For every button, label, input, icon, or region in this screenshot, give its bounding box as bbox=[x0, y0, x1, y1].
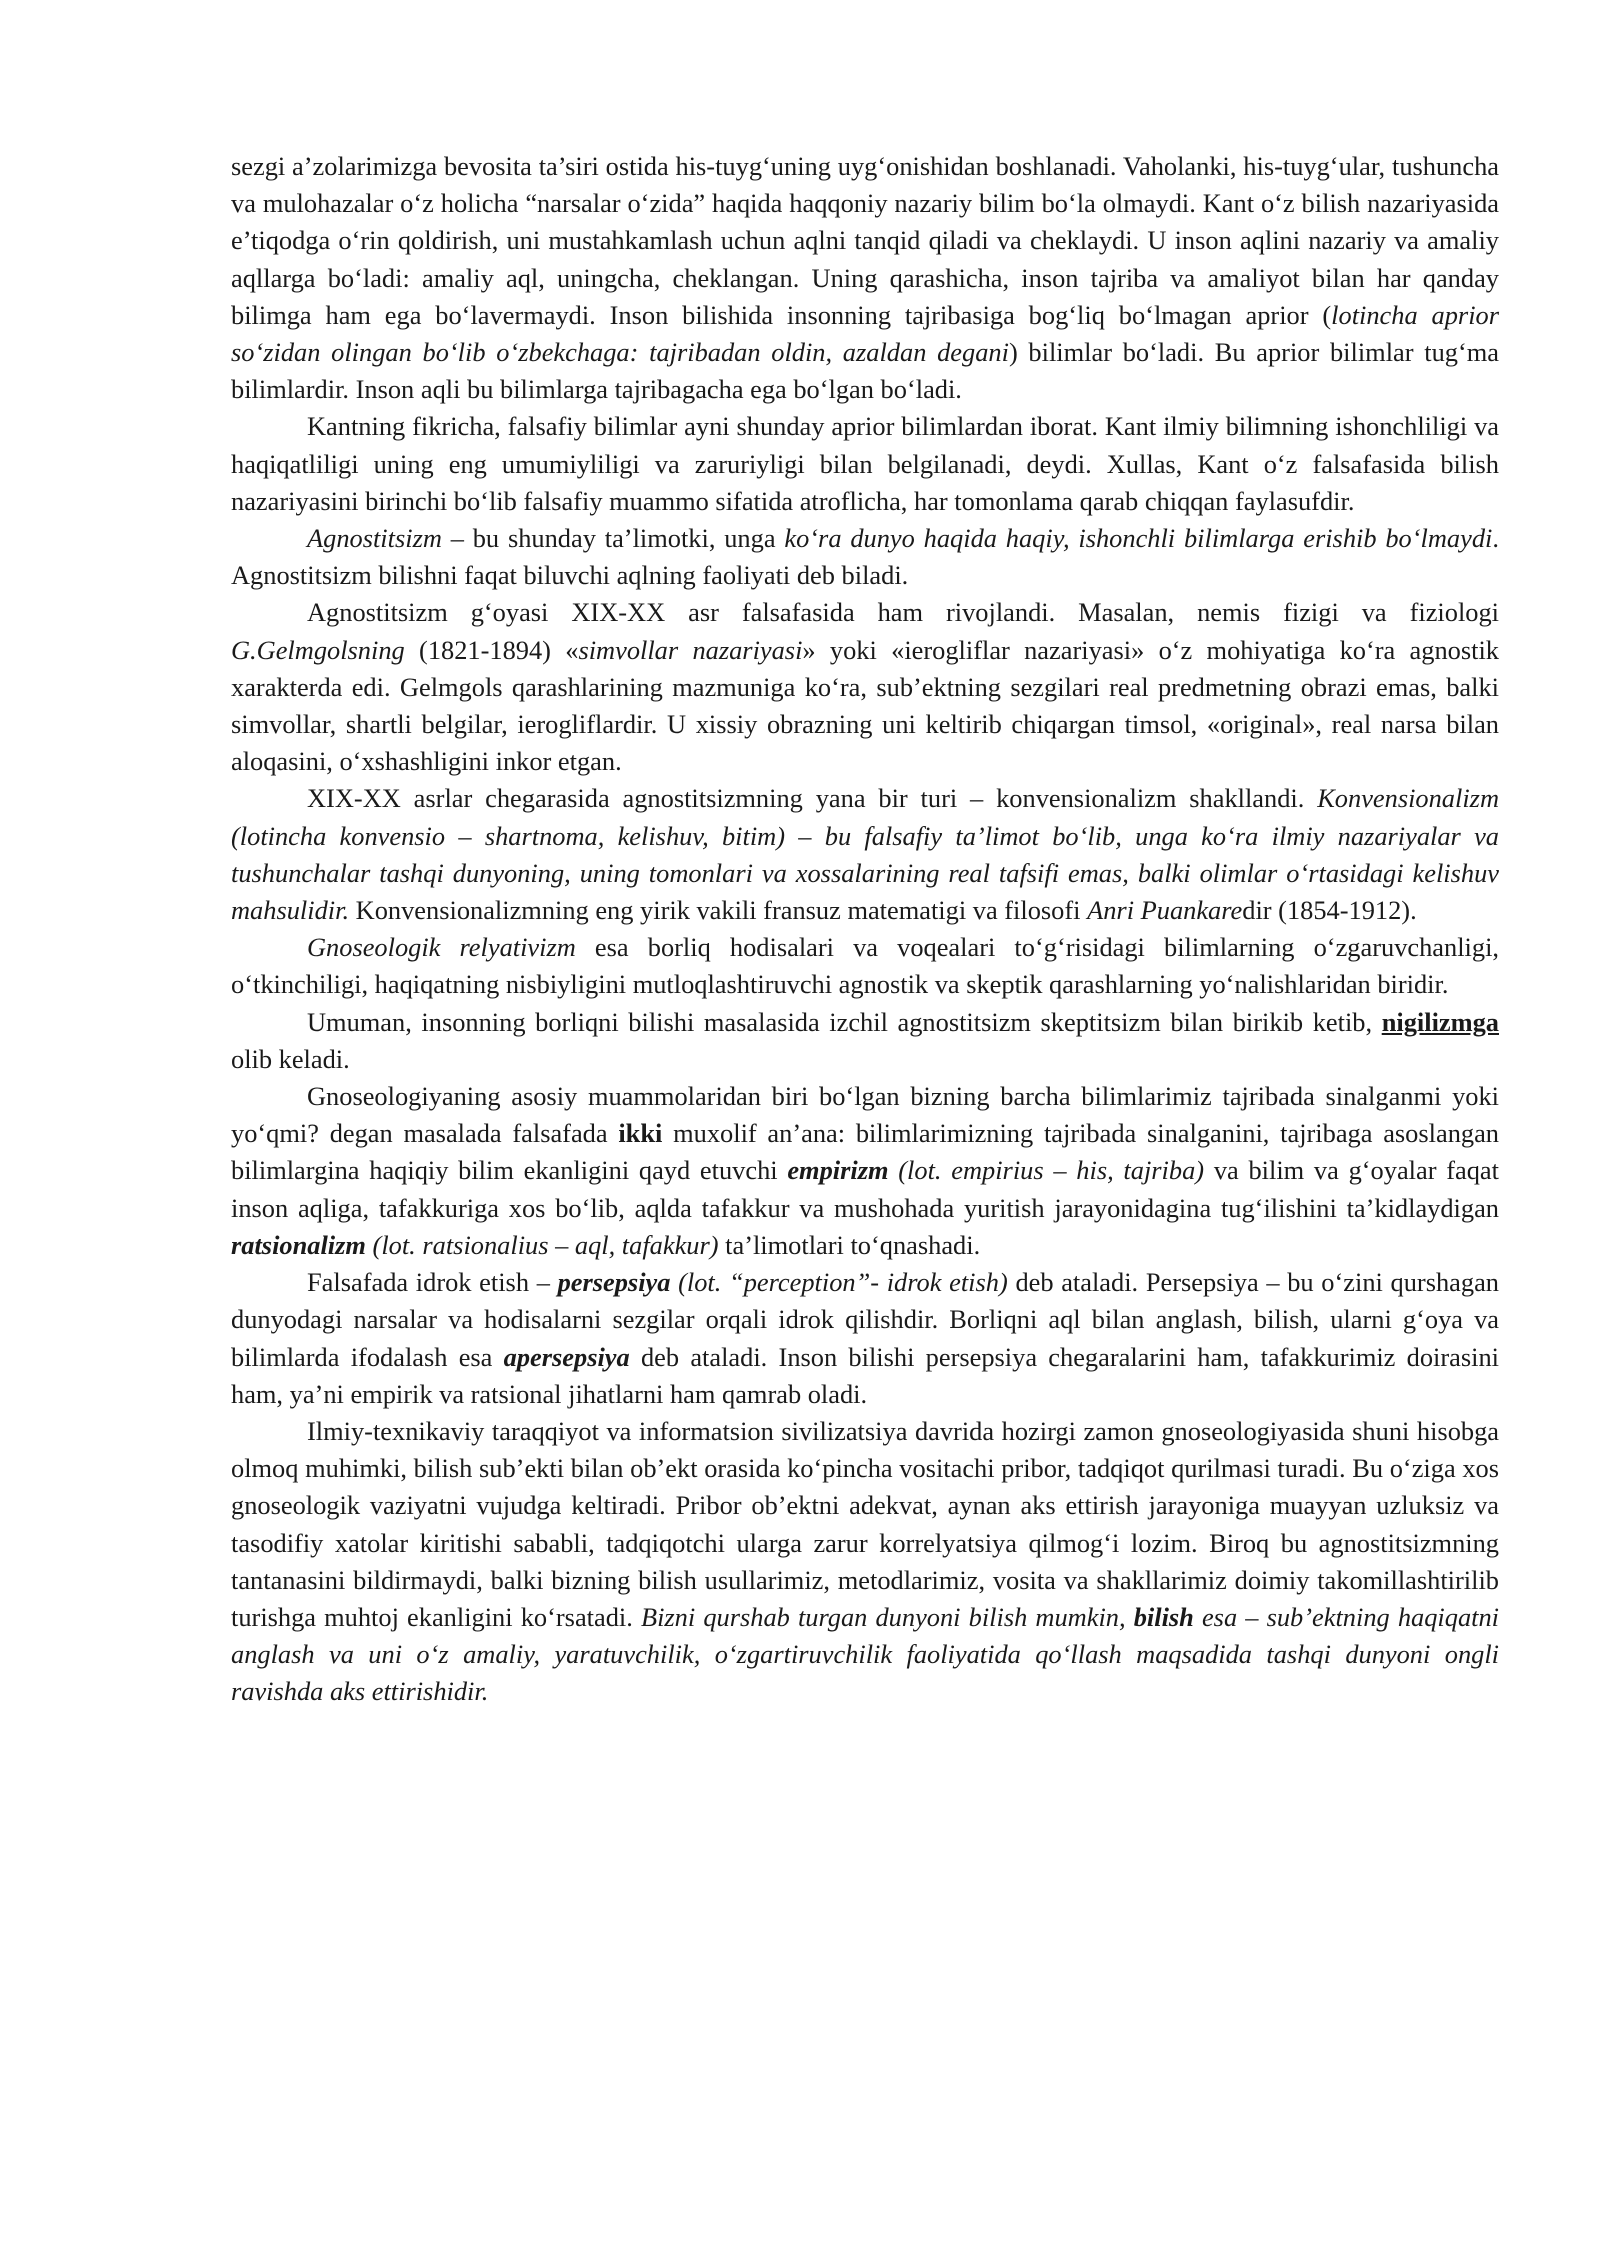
emphasized-text: Agnostitsizm bbox=[307, 523, 442, 554]
paragraph bbox=[231, 408, 1499, 520]
emphasized-text: persepsiya bbox=[557, 1267, 671, 1298]
text-run: Kantning fikricha, falsafiy bilimlar ayni shunday aprior bilimlardan iborat. Kant ilmiy bilimning ishonchliligi va haqiqatliligi uning eng umumiyliligi va zaruriyligi bilan belgilanadi, deydi. Xullas, Kant o‘z falsafasida bilish nazariyasini birinchi bo‘lib falsafiy muammo sifatida atroflicha, har tomonlama qarab chiqqan faylasufdir. bbox=[231, 411, 1499, 516]
paragraph bbox=[231, 148, 1499, 408]
emphasized-text: esa – sub’ektning haqiqatni anglash va uni o‘z amaliy, yaratuvchilik, o‘zgartiruvchilik faoliyatida qo‘llash maqsadida tashqi dunyoni ongli ravishda aks ettirishidir. bbox=[231, 1601, 1500, 1707]
emphasized-text: ko‘ra dunyo haqida haqiy, ishonchli bilimlarga erishib bo‘lmaydi bbox=[784, 523, 1493, 554]
text-run: olib keladi. bbox=[231, 1043, 350, 1074]
emphasized-text: Gnoseologik relyativizm bbox=[307, 932, 576, 963]
emphasized-text: ratsionalizm bbox=[231, 1229, 366, 1260]
paragraph bbox=[231, 929, 1499, 1003]
emphasized-text: (lot. ratsionalius – aql, tafakkur) bbox=[365, 1229, 719, 1260]
text-run: deb ataladi. Inson bilishi persepsiya chegaralarini ham, tafakkurimiz doirasini ham, ya’ni empirik va ratsional jihatlarni ham qamrab oladi. bbox=[231, 1341, 1500, 1409]
emphasized-text: empirizm bbox=[787, 1155, 889, 1186]
emphasized-text: lotincha aprior so‘zidan olingan bo‘lib o‘zbekchaga: tajribadan oldin, azaldan degani bbox=[231, 299, 1499, 368]
emphasized-text: G.Gelmgolsning bbox=[231, 634, 405, 665]
emphasized-text: (lot. empirius – his, tajriba) bbox=[898, 1155, 1205, 1186]
text-run: deb ataladi. Persepsiya – bu o‘zini qurshagan dunyodagi narsalar va hodisalarni sezgilar orqali idrok qilishdir. Borliqni aql bilan anglash, bilish, ularni g‘oya va bilimlarda ifodalash esa bbox=[231, 1267, 1499, 1372]
text-run: . Agnostitsizm bilishni faqat biluvchi aqlning faoliyati deb biladi. bbox=[231, 523, 1499, 591]
paragraph bbox=[231, 1004, 1499, 1078]
text-run: Gnoseologiyaning asosiy muammolaridan biri bo‘lgan bizning barcha bilimlarimiz tajribada sinalganmi yoki yo‘qmi? degan masalada falsafada bbox=[231, 1081, 1499, 1149]
paragraph bbox=[231, 520, 1499, 594]
emphasized-text bbox=[889, 1155, 899, 1185]
emphasized-text: Bizni qurshab turgan dunyoni bilish mumkin, bbox=[640, 1601, 1134, 1632]
text-run: (1821-1894) « bbox=[404, 634, 579, 665]
paragraph bbox=[231, 1413, 1499, 1711]
text-run: Ilmiy-texnikaviy taraqqiyot va informatsion sivilizatsiya davrida hozirgi zamon gnoseologiyasida shuni hisobga olmoq muhimki, bilish sub’ekti bilan ob’ekt orasida ko‘pincha vositachi pribor, tadqiqot qurilmasi turadi. Bu o‘ziga xos gnoseologik vaziyatni vujudga keltiradi. Pribor ob’ektni adekvat, aynan aks ettirish jarayoniga muayyan uzluksiz va tasodifiy xatolar kiritishi sababli, tadqiqotchi ularga zarur korrelyatsiya qilmog‘i lozim. Biroq bu agnostitsizmning tantanasini bildirmaydi, balki bizning bilish usullarimiz, metodlarimiz, vosita va shakllarimiz doimiy takomillashtirilib turishga muhtoj ekanligini ko‘rsatadi. bbox=[231, 1415, 1499, 1632]
text-run: – bu shunday ta’limotki, unga bbox=[441, 523, 785, 554]
emphasized-text: bilish bbox=[1133, 1601, 1194, 1632]
emphasized-text: nigilizmga bbox=[1381, 1006, 1499, 1037]
text-run: ta’limotlari to‘qnashadi. bbox=[718, 1229, 981, 1260]
text-run: Konvensionalizmning eng yirik vakili fransuz matematigi va filosofi bbox=[349, 895, 1088, 926]
emphasized-text: ikki bbox=[618, 1118, 663, 1149]
paragraph bbox=[231, 1078, 1499, 1264]
emphasized-text: simvollar nazariyasi bbox=[578, 634, 803, 665]
emphasized-text: Konvensionalizm (lotincha konvensio – shartnoma, kelishuv, bitim) – bu falsafiy ta’limot bo‘lib, unga ko‘ra ilmiy nazariyalar va tushunchalar tashqi dunyoning, uning tomonlari va xossalarining real tafsifi emas, balki olimlar o‘rtasidagi kelishuv mahsulidir. bbox=[231, 783, 1499, 926]
text-run: Falsafada idrok etish – bbox=[307, 1267, 558, 1298]
text-run: XIX-XX asrlar chegarasida agnostitsizmning yana bir turi – konvensionalizm shakllandi. bbox=[307, 783, 1318, 814]
paragraph bbox=[231, 780, 1499, 929]
text-run: ) bilimlar bo‘ladi. Bu aprior bilimlar tug‘ma bilimlardir. Inson aqli bu bilimlarga tajribagacha ega bo‘lgan bo‘ladi. bbox=[231, 337, 1499, 405]
text-run: » yoki «ierogliflar nazariyasi» o‘z mohiyatiga ko‘ra agnostik xarakterda edi. Gelmgols qarashlarining mazmuniga ko‘ra, sub’ektning sezgilari real predmetning obrazi emas, balki simvollar, shartli belgilar, ierogliflardir. U xissiy obrazning uni keltirib chiqargan timsol, «original», real narsa bilan aloqasini, o‘xshashligini inkor etgan. bbox=[231, 634, 1499, 777]
emphasized-text: apersepsiya bbox=[503, 1341, 630, 1372]
paragraph bbox=[231, 1264, 1499, 1413]
text-run: Agnostitsizm g‘oyasi XIX-XX asr falsafasida ham rivojlandi. Masalan, nemis fizigi va fiziologi bbox=[307, 597, 1499, 628]
paragraph bbox=[231, 594, 1499, 780]
text-run: sezgi a’zolarimizga bevosita ta’siri ostida his-tuyg‘uning uyg‘onishidan boshlanadi. Vaholanki, his-tuyg‘ular, tushuncha va mulohazalar o‘z holicha “narsalar o‘zida” haqida haqqoniy nazariy bilim bo‘la olmaydi. Kant o‘z bilish nazariyasida e’tiqodga o‘rin qoldirish, uni mustahkamlash uchun aqlni tanqid qiladi va cheklaydi. U inson aqlini nazariy va amaliy aqllarga bo‘ladi: amaliy aql, uningcha, cheklangan. Uning qarashicha, inson tajriba va amaliyot bilan har qanday bilimga ham ega bo‘lavermaydi. Inson bilishida insonning tajribasiga bog‘liq bo‘lmagan aprior ( bbox=[231, 151, 1499, 330]
document-page bbox=[231, 148, 1499, 1711]
text-run: va bilim va g‘oyalar faqat inson aqliga, tafakkuriga xos bo‘lib, aqlda tafakkur va mushohada yuritish jarayonidagina tug‘ilishini ta’kidlaydigan bbox=[231, 1155, 1499, 1223]
text-run: muxolif an’ana: bilimlarimizning tajribada sinalganini, tajribaga asoslangan bilimlargina haqiqiy bilim ekanligini qayd etuvchi bbox=[231, 1118, 1499, 1186]
emphasized-text: (lot. “perception”- idrok etish) bbox=[670, 1267, 1008, 1298]
emphasized-text: Anri Puankare bbox=[1087, 895, 1243, 926]
text-run: dir (1854-1912). bbox=[1242, 895, 1417, 926]
text-run: esa borliq hodisalari va voqealari to‘g‘risidagi bilimlarning o‘zgaruvchanligi, o‘tkinchiligi, haqiqatning nisbiyligini mutloqlashtiruvchi agnostik va skeptik qarashlarning yo‘nalishlaridan biridir. bbox=[231, 932, 1500, 1000]
text-run: Umuman, insonning borliqni bilishi masalasida izchil agnostitsizm skeptitsizm bilan birikib ketib, bbox=[307, 1006, 1382, 1037]
